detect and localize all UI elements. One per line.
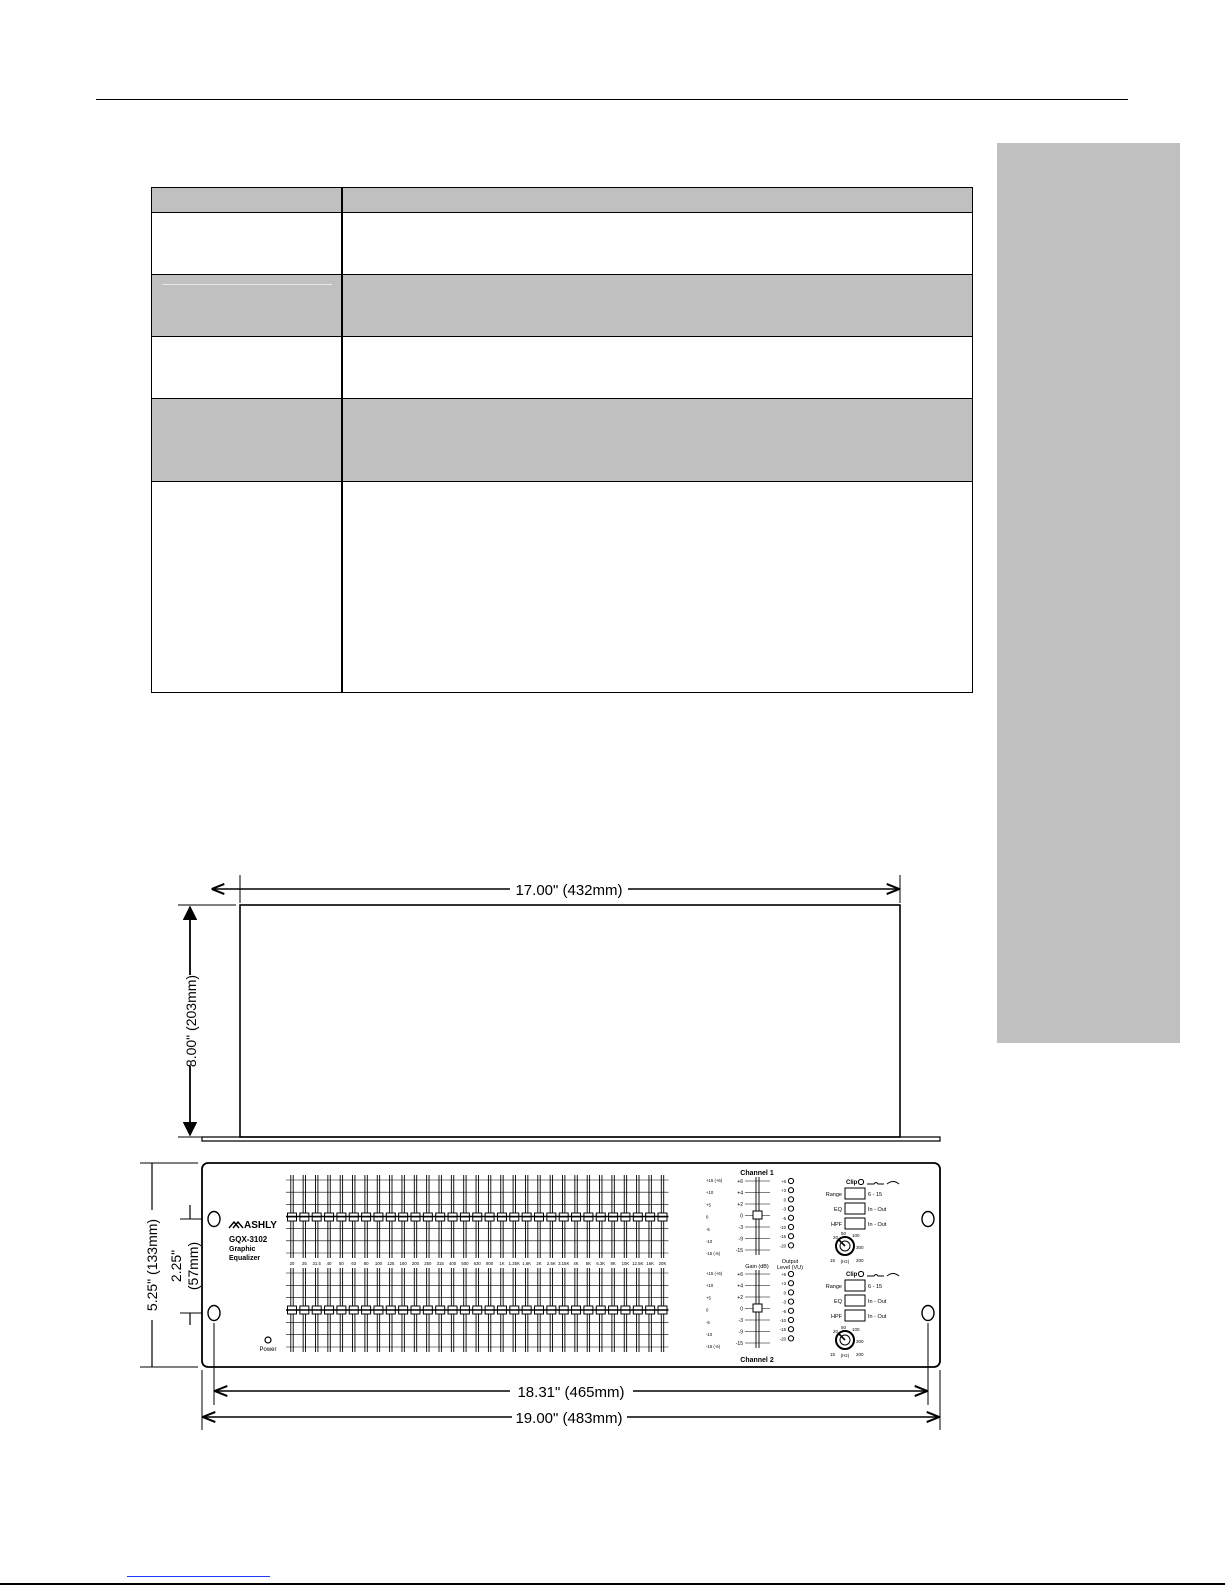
frequency-label: 1.6K [522, 1261, 532, 1266]
vu-led [788, 1281, 793, 1286]
channel1-vu-meter [780, 1178, 794, 1248]
eq-value: In - Out [868, 1299, 887, 1305]
channel2-gain-fader[interactable] [736, 1270, 770, 1348]
vu-scale-label: +3 [781, 1188, 786, 1194]
vu-led [788, 1234, 793, 1239]
side-dim-label: 8.00" (203mm) [183, 974, 199, 1068]
range-label: Range [825, 1284, 842, 1290]
vu-led [788, 1299, 793, 1304]
vu-scale-label: -6 [782, 1308, 786, 1314]
range-value: 6 - 15 [868, 1284, 883, 1290]
channel2-label: Channel 2 [740, 1357, 774, 1364]
hpf-label: HPF [831, 1222, 842, 1228]
gain-scale-label: +2 [737, 1295, 743, 1301]
clip-led [858, 1179, 863, 1184]
frequency-label: 31.5 [312, 1261, 321, 1266]
clip-label: Clip [846, 1180, 858, 1186]
gain-scale-label: -15 [735, 1248, 743, 1254]
frequency-label: 100 [374, 1261, 383, 1266]
knob-scale-label: 100 [852, 1327, 860, 1332]
product-label-line1: Graphic [229, 1246, 256, 1253]
gain-scale-label: +2 [737, 1202, 743, 1208]
gain-scale-label: +4 [737, 1283, 743, 1290]
vu-scale-label: -10 [779, 1318, 786, 1323]
hpf-frequency-knob[interactable] [836, 1331, 854, 1349]
knob-scale-label: 200 [856, 1352, 864, 1357]
band-scale-label: +5 [706, 1295, 711, 1301]
brand-logo-text: ASHLY [244, 1220, 277, 1231]
vu-scale-label: +3 [781, 1281, 786, 1287]
frequency-label: 20 [289, 1261, 295, 1266]
gain-scale-label: 0 [740, 1213, 743, 1220]
gain-scale-label: -3 [738, 1225, 743, 1231]
frequency-label: 80 [363, 1261, 369, 1266]
eq-label: EQ [834, 1299, 842, 1305]
vu-scale-label: 0 [783, 1197, 786, 1203]
vu-scale-label: +6 [781, 1179, 786, 1184]
vu-led [788, 1215, 793, 1220]
frequency-label: 200 [411, 1261, 420, 1266]
band-scale-label: +5 [706, 1202, 711, 1208]
ashly-logo [229, 1220, 277, 1231]
vu-scale-label: -15 [779, 1327, 786, 1333]
depth-dim-label: 17.00" (432mm) [515, 882, 623, 899]
top-view [178, 875, 940, 1141]
width-dim-label: 19.00" (483mm) [515, 1410, 623, 1427]
vu-scale-label: -3 [782, 1299, 786, 1305]
frequency-labels [290, 1261, 667, 1266]
vu-led [788, 1317, 793, 1322]
frequency-label: 315 [436, 1261, 444, 1266]
frequency-label: 12.5K [632, 1261, 644, 1266]
frequency-label: 8K [610, 1261, 616, 1266]
chassis-outline [240, 905, 900, 1137]
range-label: Range [825, 1192, 842, 1198]
band-scale-label: -10 [706, 1332, 713, 1337]
band-scale-label: -15 (-6) [706, 1251, 721, 1257]
vu-led [788, 1327, 793, 1332]
knob-scale-label: 20 [833, 1329, 839, 1334]
rack-unit-dim-label: 2.25" [168, 1249, 184, 1283]
gain-scale-label: -9 [738, 1329, 743, 1336]
eq-bypass-button[interactable] [845, 1203, 865, 1214]
frequency-label: 630 [473, 1261, 481, 1266]
frequency-label: 160 [399, 1261, 407, 1266]
vu-led [788, 1188, 793, 1193]
frequency-label: 20K [658, 1261, 667, 1266]
knob-scale-label: 50 [841, 1325, 847, 1330]
band-scale-label: 0 [706, 1214, 709, 1220]
band-scale-label: 0 [706, 1307, 709, 1313]
frequency-label: 6.3K [596, 1261, 606, 1266]
gain-scale-label: -9 [738, 1236, 743, 1243]
channel1-label: Channel 1 [740, 1170, 774, 1177]
band-scale-label: -5 [706, 1226, 710, 1232]
frequency-label: 3.15K [558, 1261, 570, 1266]
band-scale-label: -15 (-6) [706, 1344, 721, 1350]
knob-scale-label: 20 [833, 1235, 839, 1240]
front-panel [202, 1163, 940, 1367]
rack-hole [922, 1212, 934, 1227]
frequency-label: 1K [499, 1261, 505, 1266]
footer-link-underline [127, 1576, 270, 1577]
gain-scale-label: +6 [737, 1179, 743, 1185]
vu-scale-label: -20 [779, 1243, 786, 1249]
knob-scale-label: 200 [856, 1258, 864, 1263]
clip-label: Clip [846, 1272, 858, 1278]
hpf-value: In - Out [868, 1222, 887, 1228]
channel1-controls [826, 1179, 899, 1264]
vu-led [788, 1243, 793, 1248]
hpf-button[interactable] [845, 1218, 865, 1229]
vu-scale-label: 0 [783, 1290, 786, 1296]
gain-scale-label: 0 [740, 1306, 743, 1313]
power-led [265, 1337, 271, 1343]
frequency-label: 16K [646, 1261, 654, 1266]
band-scale-label: -10 [706, 1239, 713, 1244]
knob-hz-label: (Hz) [840, 1353, 850, 1358]
frequency-label: 500 [461, 1261, 469, 1266]
knob-scale-label: 50 [841, 1231, 847, 1236]
output-level-label: Level (VU) [777, 1265, 803, 1271]
frequency-label: 40 [326, 1261, 332, 1266]
vu-led [788, 1206, 793, 1211]
knob-scale-label: 300 [856, 1245, 864, 1250]
band-scale-label: -5 [706, 1319, 710, 1325]
eq-value: In - Out [868, 1207, 887, 1213]
frequency-label: 63 [351, 1261, 357, 1266]
rack-unit-dim-label: (57mm) [185, 1241, 201, 1291]
frequency-label: 25 [301, 1261, 307, 1266]
gain-scale-label: -3 [738, 1318, 743, 1324]
frequency-label: 125 [387, 1261, 395, 1266]
channel2-controls [826, 1271, 899, 1358]
range-button[interactable] [845, 1188, 865, 1199]
model-label: GQX-3102 [229, 1235, 268, 1244]
channel1-gain-fader[interactable] [736, 1177, 770, 1255]
vu-led [788, 1336, 793, 1341]
band-scale-label: +10 [706, 1190, 714, 1196]
front-lip [202, 1137, 940, 1141]
knob-scale-label: 15 [830, 1258, 836, 1263]
hpf-value: In - Out [868, 1314, 887, 1320]
knob-hz-label: (Hz) [840, 1259, 850, 1264]
gain-scale-label: +4 [737, 1190, 743, 1197]
band-scale-label: +15 (+6) [706, 1178, 723, 1183]
vu-scale-label: -20 [779, 1336, 786, 1342]
frequency-label: 250 [424, 1261, 432, 1266]
vu-led [788, 1178, 793, 1183]
rack-hole [922, 1306, 934, 1321]
band-scale-channel1 [706, 1178, 723, 1256]
hpf-label: HPF [831, 1314, 842, 1320]
frequency-label: 5K [585, 1261, 592, 1266]
frequency-label: 2.5K [546, 1261, 556, 1266]
product-label-line2: Equalizer [229, 1255, 261, 1262]
filter-shape-icon [867, 1274, 899, 1277]
channel2-vu-meter [780, 1271, 794, 1341]
frequency-label: 4K [573, 1261, 579, 1266]
frequency-label: 400 [448, 1261, 457, 1266]
rack-hole [208, 1306, 220, 1321]
channel1-fader-bank [286, 1175, 669, 1258]
range-value: 6 - 15 [868, 1192, 883, 1198]
vu-scale-label: -3 [782, 1206, 786, 1212]
filter-shape-icon [867, 1182, 899, 1185]
vu-led [788, 1308, 793, 1313]
band-scale-channel2 [706, 1271, 723, 1349]
frequency-label: 1.25K [508, 1261, 520, 1266]
power-label: Power [259, 1347, 277, 1353]
vu-scale-label: -15 [779, 1234, 786, 1240]
knob-scale-label: 15 [830, 1352, 836, 1357]
vu-led [788, 1271, 793, 1276]
vu-led [788, 1224, 793, 1229]
knob-scale-label: 100 [852, 1233, 860, 1238]
vu-scale-label: -6 [782, 1215, 786, 1221]
frequency-label: 50 [339, 1261, 344, 1266]
output-label: Output [781, 1259, 799, 1265]
frequency-label: 800 [486, 1261, 494, 1266]
vu-scale-label: -10 [779, 1225, 786, 1230]
eq-label: EQ [834, 1207, 842, 1213]
gain-label: Gain (dB) [745, 1264, 769, 1270]
frequency-label: 10K [621, 1261, 630, 1266]
rack-hole [208, 1212, 220, 1227]
vu-led [788, 1197, 793, 1202]
channel2-fader-bank [286, 1268, 669, 1352]
height-dim-label: 5.25" (133mm) [144, 1218, 160, 1312]
hole-span-dim-label: 18.31" (465mm) [517, 1384, 625, 1401]
band-scale-label: +10 [706, 1283, 714, 1289]
gain-scale-label: -15 [735, 1341, 743, 1347]
eq-bypass-button[interactable] [845, 1295, 865, 1306]
logo-mark-icon [229, 1222, 243, 1228]
frequency-label: 2K [536, 1261, 542, 1266]
band-scale-label: +15 (+6) [706, 1271, 723, 1276]
range-button[interactable] [845, 1280, 865, 1291]
hpf-button[interactable] [845, 1310, 865, 1321]
clip-led [858, 1271, 863, 1276]
vu-scale-label: +6 [781, 1272, 786, 1277]
hpf-frequency-knob[interactable] [836, 1237, 854, 1255]
gain-scale-label: +6 [737, 1272, 743, 1278]
knob-scale-label: 300 [856, 1339, 864, 1344]
vu-led [788, 1290, 793, 1295]
